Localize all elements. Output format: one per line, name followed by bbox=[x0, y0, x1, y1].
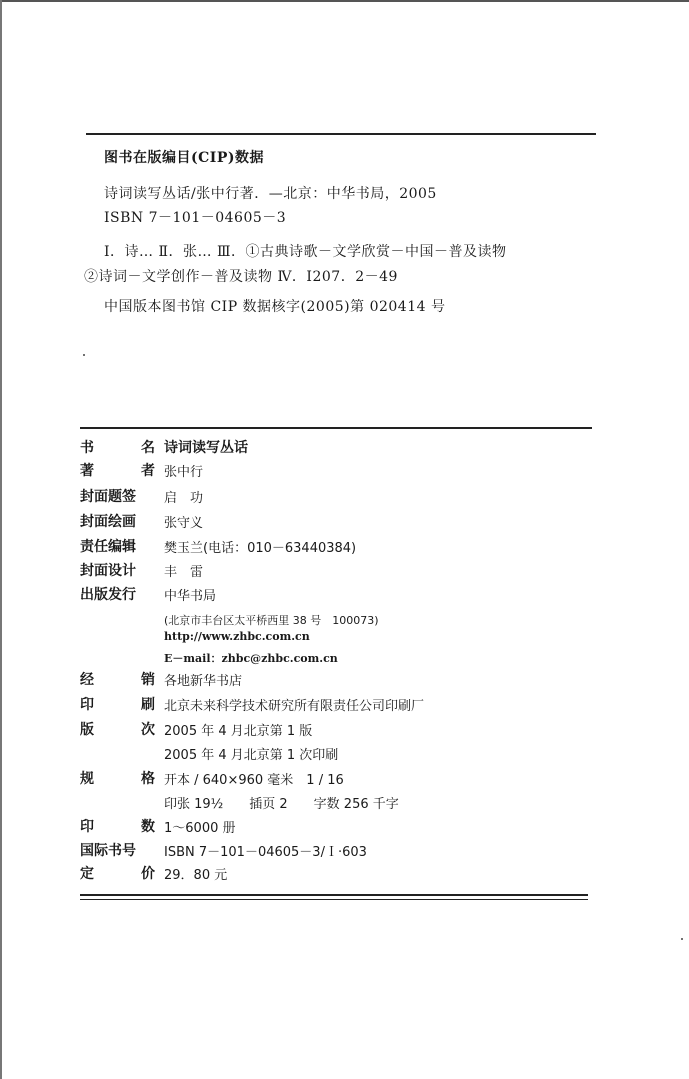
colophon-row-cover-inscription bbox=[80, 485, 203, 507]
label-cover-painting: 封面绘画 bbox=[80, 514, 136, 530]
value-edition-printing: 2005 年 4 月北京第 1 次印刷 bbox=[164, 747, 339, 763]
label-distribution: 经 销 bbox=[80, 672, 155, 688]
value-specs: 开本 / 640×960 毫米 1 / 16 bbox=[164, 772, 344, 788]
colophon-row-price bbox=[80, 862, 227, 884]
scan-speck bbox=[83, 354, 85, 356]
colophon-bottom-rule bbox=[80, 894, 588, 896]
colophon-row-editor bbox=[80, 535, 356, 557]
colophon-row-cover-painting bbox=[80, 510, 203, 532]
publisher-email: E－mail：zhbc@zhbc.com.cn bbox=[164, 652, 338, 665]
colophon-row-edition-printing bbox=[164, 742, 338, 764]
value-print-run: 1～6000 册 bbox=[164, 820, 236, 836]
value-printing: 北京未来科学技术研究所有限责任公司印刷厂 bbox=[164, 698, 425, 714]
colophon-row-specs-detail bbox=[164, 791, 399, 813]
value-price: 29．80 元 bbox=[164, 867, 228, 883]
label-author: 著 者 bbox=[80, 463, 155, 479]
colophon-row-print-run bbox=[80, 815, 236, 837]
cip-subject-line-2: ②诗词－文学创作－普及读物 Ⅳ．Ⅰ207．2－49 bbox=[84, 269, 398, 285]
value-cover-design: 丰 雷 bbox=[164, 564, 204, 580]
colophon-row-edition bbox=[80, 718, 312, 740]
publisher-address: (北京市丰台区太平桥西里 38 号 100073) bbox=[164, 614, 379, 627]
label-isbn: 国际书号 bbox=[80, 843, 136, 859]
label-cover-inscription: 封面题签 bbox=[80, 489, 136, 505]
value-title: 诗词读写丛话 bbox=[164, 440, 248, 456]
value-author: 张中行 bbox=[164, 464, 204, 480]
colophon-row-specs bbox=[80, 767, 344, 789]
label-editor: 责任编辑 bbox=[80, 539, 136, 555]
label-edition: 版 次 bbox=[80, 722, 155, 738]
publisher-website: http://www.zhbc.com.cn bbox=[164, 630, 310, 643]
value-cover-painting: 张守义 bbox=[164, 515, 204, 531]
value-edition: 2005 年 4 月北京第 1 版 bbox=[164, 723, 313, 739]
cip-heading: 图书在版编目(CIP)数据 bbox=[104, 150, 264, 166]
value-isbn: ISBN 7－101－04605－3/Ｉ·603 bbox=[164, 844, 367, 860]
label-price: 定 价 bbox=[80, 866, 155, 882]
cip-isbn-line: ISBN 7－101－04605－3 bbox=[104, 210, 287, 226]
label-publisher: 出版发行 bbox=[80, 587, 136, 603]
label-printing: 印 刷 bbox=[80, 697, 155, 713]
cip-top-rule bbox=[86, 133, 596, 135]
value-editor: 樊玉兰(电话：010－63440384) bbox=[164, 540, 357, 556]
label-print-run: 印 数 bbox=[80, 819, 155, 835]
colophon-row-distribution bbox=[80, 668, 242, 690]
cip-record-number: 中国版本图书馆 CIP 数据核字(2005)第 020414 号 bbox=[104, 299, 446, 315]
colophon-row-title bbox=[80, 436, 248, 458]
value-publisher: 中华书局 bbox=[164, 588, 217, 604]
scan-edge-top bbox=[0, 0, 689, 2]
label-cover-design: 封面设计 bbox=[80, 563, 136, 579]
colophon-row-cover-design bbox=[80, 559, 203, 581]
scan-speck bbox=[681, 938, 683, 940]
colophon-row-author bbox=[80, 459, 203, 481]
colophon-row-publisher bbox=[80, 583, 216, 605]
colophon-bottom-rule-thin bbox=[80, 899, 588, 900]
label-specs: 规 格 bbox=[80, 771, 155, 787]
cip-subject-line-1: Ⅰ．诗… Ⅱ．张… Ⅲ．①古典诗歌－文学欣赏－中国－普及读物 bbox=[104, 244, 507, 260]
colophon-row-isbn bbox=[80, 839, 367, 861]
scan-edge-left bbox=[0, 0, 2, 1079]
colophon-row-printing bbox=[80, 693, 424, 715]
value-specs-detail: 印张 19½ 插页 2 字数 256 千字 bbox=[164, 796, 399, 812]
cip-citation-line: 诗词读写丛话/张中行著．—北京：中华书局，2005 bbox=[104, 186, 437, 202]
label-title: 书 名 bbox=[80, 440, 155, 456]
value-distribution: 各地新华书店 bbox=[164, 673, 243, 689]
value-cover-inscription: 启 功 bbox=[164, 490, 204, 506]
colophon-top-rule bbox=[80, 427, 592, 429]
